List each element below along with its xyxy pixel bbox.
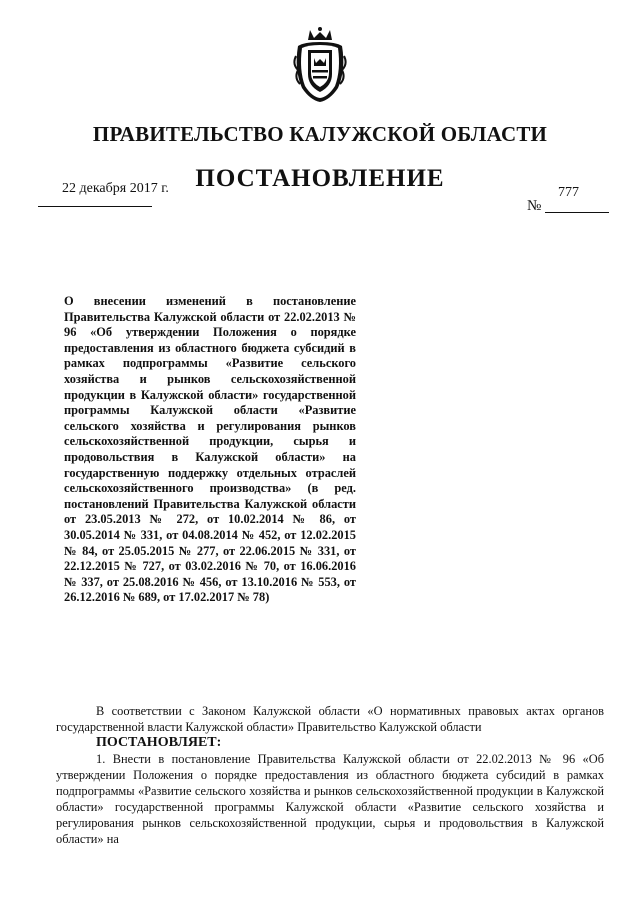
date-underline (38, 206, 152, 207)
item-1-paragraph: 1. Внести в постановление Правительства Калужской области от 22.02.2013 № 96 «Об утверждении Положения о порядке предоставления из областного бюджета субсидий в рамках подпрограммы «Развитие сельского хозяйства и рынков сельскохозяйственной продукции в Калужской области» государственной программы Калужской области «Развитие сельского хозяйства и регулирования рынков сельскохозяйственной продукции, сырья и продовольствия в Калужской области» на (56, 752, 604, 846)
number-label: № (527, 198, 542, 214)
preamble-paragraph: В соответствии с Законом Калужской области «О нормативных правовых актах органов государственной власти Калужской области» Правительство Калужской области (56, 704, 604, 734)
document-number: 777 (558, 185, 579, 200)
coat-of-arms-icon (292, 26, 348, 104)
document-date: 22 декабря 2017 г. (62, 181, 169, 196)
document-subject: О внесении изменений в постановление Правительства Калужской области от 22.02.2013 № 96 «Об утверждении Положения о порядке предоставления из областного бюджета субсидий в рамках подпрограммы «Развитие сельского хозяйства и рынков сельскохозяйственной продукции в Калужской области» государственной программы Калужской области «Развитие сельского хозяйства и регулирования рынков сельскохозяйственной продукции, сырья и продовольствия в Калужской области» на государственную поддержку отдельных отраслей сельскохозяйственного производства» (в ред. постановлений Правительства Калужской области от 23.05.2013 № 272, от 10.02.2014 № 86, от 30.05.2014 № 331, от 04.08.2014 № 452, от 12.02.2015 № 84, от 25.05.2015 № 277, от 22.06.2015 № 331, от 22.12.2015 № 727, от 03.02.2016 № 70, от 16.06.2016 № 337, от 25.08.2016 № 456, от 13.10.2016 № 553, от 26.12.2016 № 689, от 17.02.2017 № 78) (64, 294, 356, 605)
document-type-title: ПОСТАНОВЛЕНИЕ (195, 165, 445, 192)
document-body (56, 703, 604, 847)
number-underline (545, 212, 609, 213)
decree-word: ПОСТАНОВЛЯЕТ: (96, 735, 222, 750)
organization-title: ПРАВИТЕЛЬСТВО КАЛУЖСКОЙ ОБЛАСТИ (92, 122, 548, 146)
